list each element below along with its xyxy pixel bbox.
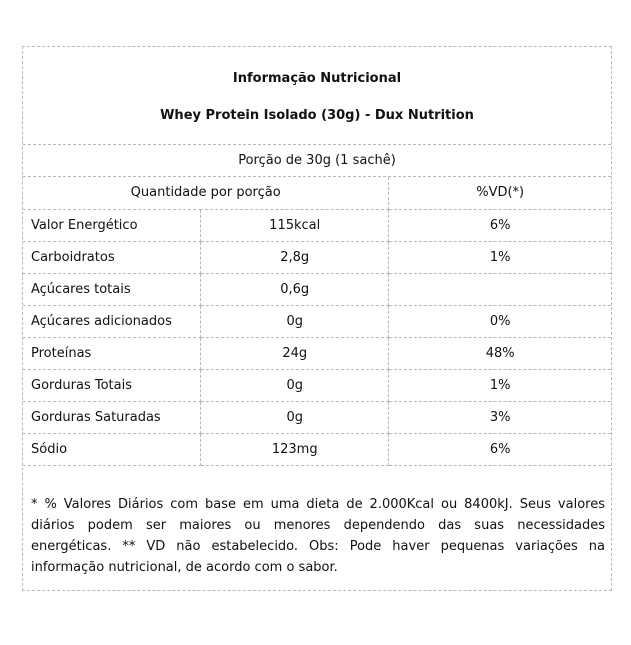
table-row (23, 305, 611, 337)
nutrition-facts-panel (22, 46, 612, 591)
nutrient-amount: 0g (201, 401, 389, 433)
nutrient-amount: 0g (201, 305, 389, 337)
nutrient-amount: 0,6g (201, 273, 389, 305)
portion-size: Porção de 30g (1 sachê) (23, 145, 611, 177)
header-block (23, 47, 611, 145)
nutrient-dv: 48% (389, 337, 611, 369)
quantity-header: Quantidade por porção (23, 177, 389, 209)
nutrient-amount: 2,8g (201, 241, 389, 273)
product-name: Whey Protein Isolado (30g) - Dux Nutrition (160, 108, 474, 123)
nutrient-dv: 1% (389, 241, 611, 273)
table-row (23, 337, 611, 369)
nutrient-dv: 6% (389, 433, 611, 465)
nutrient-amount: 0g (201, 369, 389, 401)
nutrient-dv (389, 273, 611, 305)
nutrient-amount: 115kcal (201, 209, 389, 241)
panel-title: Informação Nutricional (232, 71, 402, 86)
nutrient-name: Açúcares adicionados (23, 305, 201, 337)
table-row (23, 273, 611, 305)
nutrient-name: Proteínas (23, 337, 201, 369)
nutrient-amount: 24g (201, 337, 389, 369)
table-row (23, 433, 611, 465)
nutrient-dv: 1% (389, 369, 611, 401)
nutrient-dv: 6% (389, 209, 611, 241)
table-header-row (23, 177, 611, 209)
nutrient-dv: 0% (389, 305, 611, 337)
nutrient-name: Sódio (23, 433, 201, 465)
nutrition-table (23, 177, 611, 466)
nutrient-name: Carboidratos (23, 241, 201, 273)
nutrient-name: Valor Energético (23, 209, 201, 241)
nutrient-name: Gorduras Saturadas (23, 401, 201, 433)
nutrient-dv: 3% (389, 401, 611, 433)
dv-header: %VD(*) (389, 177, 611, 209)
nutrient-name: Açúcares totais (23, 273, 201, 305)
table-row (23, 209, 611, 241)
table-row (23, 401, 611, 433)
footnote: * % Valores Diários com base em uma dieta de 2.000Kcal ou 8400kJ. Seus valores diários podem ser maiores ou menores dependendo das suas necessidades energéticas. ** VD não estabelecido. Obs: Pode haver pequenas variações na informação nutricional, de acordo com o sabor. (31, 497, 605, 575)
table-row (23, 241, 611, 273)
nutrient-name: Gorduras Totais (23, 369, 201, 401)
table-row (23, 369, 611, 401)
nutrient-amount: 123mg (201, 433, 389, 465)
